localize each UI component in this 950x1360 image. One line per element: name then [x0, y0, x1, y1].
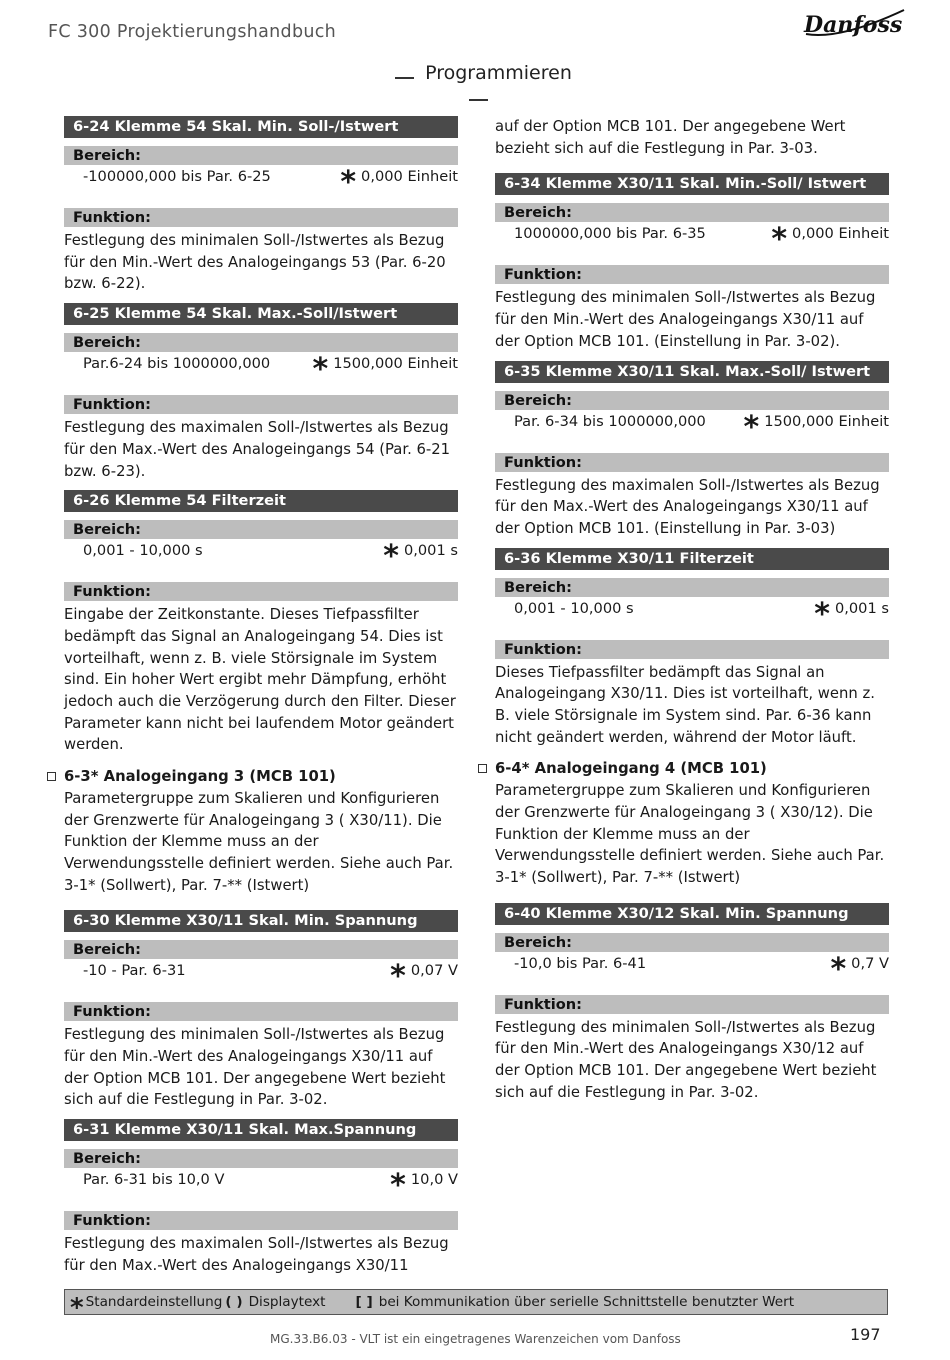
function-label: Funktion:: [495, 265, 889, 284]
parameter-title: 6-30 Klemme X30/11 Skal. Min. Spannung: [64, 910, 458, 932]
parameter-title: 6-31 Klemme X30/11 Skal. Max.Spannung: [64, 1119, 458, 1141]
function-text: Festlegung des maximalen Soll-/Istwertes als Bezug für den Max.-Wert des Analogeingangs X30/11 auf der Option MCB 101. (Einstellung in Par. 3-03): [495, 476, 880, 537]
default-star-icon: *: [814, 596, 830, 632]
range-value: 0,001 - 10,000 s: [514, 599, 634, 617]
default-value: [814, 596, 889, 632]
range-value: -10,0 bis Par. 6-41: [514, 954, 647, 972]
range-row: [495, 409, 889, 445]
range-value: Par. 6-34 bis 1000000,000: [514, 412, 706, 430]
range-value: Par.6-24 bis 1000000,000: [83, 355, 271, 373]
range-value: 1000000,000 bis Par. 6-35: [514, 225, 706, 243]
range-label: Bereich:: [64, 940, 458, 959]
document-title: FC 300 Projektierungshandbuch: [48, 22, 337, 42]
function-label: Funktion:: [64, 1211, 458, 1230]
parameter-block: [64, 303, 458, 482]
legend-bracket: [ ]: [355, 1294, 373, 1310]
range-value: -100000,000 bis Par. 6-25: [83, 168, 271, 185]
function-text: Festlegung des maximalen Soll-/Istwertes als Bezug für den Max.-Wert des Analogeingangs 54 (Par. 6-21 bzw. 6-23).: [64, 419, 451, 480]
default-value-text: 10,0 V: [410, 1171, 458, 1189]
function-label: Funktion:: [64, 582, 458, 601]
function-text: Eingabe der Zeitkonstante. Dieses Tiefpassfilter bedämpft das Signal an Analogeingang 54. Dies ist vorteilhaft, wenn z. B. viele Störsignale im System sind. Ein hoher Wert ergibt mehr Dämpfung, erhöht jedoch auch die Verzögerung durch den Filter. Dieser Parameter kann nicht bei laufendem Motor geändert werden.: [64, 606, 456, 754]
default-value-text: 1500,000 Einheit: [333, 355, 458, 373]
default-value: [390, 1168, 458, 1204]
group-text: Parametergruppe zum Skalieren und Konfigurieren der Grenzwerte für Analogeingang 3 ( X30/12). Die Funktion der Klemme muss an der Verwendungsstelle definiert werden. Siehe auch Par. 3-1* (Sollwert), Par. 7-** (Istwert): [495, 782, 885, 886]
range-row: [64, 1168, 458, 1204]
continued-text: auf der Option MCB 101. Der angegebene Wert bezieht sich auf die Festlegung in Par. 3-03.: [495, 118, 846, 157]
default-value-text: 0,000 Einheit: [361, 168, 458, 185]
default-value: [383, 539, 458, 575]
range-label: Bereich:: [495, 203, 889, 222]
range-label: Bereich:: [64, 146, 458, 165]
default-value: [830, 951, 889, 987]
default-star-icon: *: [340, 165, 357, 200]
parameter-group: [64, 766, 458, 896]
range-row: [495, 951, 889, 987]
default-star-icon: *: [830, 951, 847, 987]
range-label: Bereich:: [64, 333, 458, 352]
parameter-title: 6-26 Klemme 54 Filterzeit: [64, 490, 458, 512]
range-label: Bereich:: [495, 578, 889, 597]
group-text: Parametergruppe zum Skalieren und Konfigurieren der Grenzwerte für Analogeingang 3 ( X30/11). Die Funktion der Klemme muss an der Verwendungsstelle definiert werden. Siehe auch Par. 3-1* (Sollwert), Par. 7-** (Istwert): [64, 789, 454, 894]
parameter-block: [64, 490, 458, 756]
right-column: [495, 116, 889, 1111]
default-value-text: 0,001 s: [403, 542, 458, 560]
function-text: Festlegung des minimalen Soll-/Istwertes als Bezug für den Min.-Wert des Analogeingangs X30/12 auf der Option MCB 101. Der angegebene Wert bezieht sich auf die Festlegung in Par. 3-02.: [495, 1018, 877, 1101]
range-row: [495, 222, 889, 258]
default-value-text: 1500,000 Einheit: [764, 412, 889, 430]
parameter-title: 6-40 Klemme X30/12 Skal. Min. Spannung: [495, 903, 889, 925]
function-text: Festlegung des minimalen Soll-/Istwertes als Bezug für den Min.-Wert des Analogeingangs 53 (Par. 6-20 bzw. 6-22).: [64, 232, 446, 293]
default-value-text: 0,7 V: [851, 954, 889, 972]
left-column: [64, 116, 458, 1285]
function-label: Funktion:: [64, 208, 458, 227]
range-row: [64, 539, 458, 575]
range-label: Bereich:: [64, 520, 458, 539]
legend-default-label: Standardeinstellung: [85, 1294, 223, 1310]
range-value: Par. 6-31 bis 10,0 V: [83, 1171, 225, 1189]
parameter-block: [64, 116, 458, 295]
default-value: [390, 959, 458, 995]
group-title: 6-3* Analogeingang 3 (MCB 101): [64, 768, 336, 786]
range-row: [64, 165, 458, 200]
parameter-title: 6-25 Klemme 54 Skal. Max.-Soll/Istwert: [64, 303, 458, 325]
default-value: [743, 409, 889, 445]
range-row: [64, 352, 458, 388]
default-value: [312, 352, 458, 388]
function-text: Festlegung des minimalen Soll-/Istwertes als Bezug für den Min.-Wert des Analogeingangs X30/11 auf der Option MCB 101. Der angegebene Wert bezieht sich auf die Festlegung in Par. 3-02.: [64, 1026, 446, 1109]
default-star-icon: *: [390, 1168, 406, 1204]
parameter-group: [495, 758, 889, 888]
parameter-block: [64, 910, 458, 1111]
function-label: Funktion:: [495, 453, 889, 472]
default-star-icon: *: [383, 539, 399, 575]
group-checkbox-icon: [478, 764, 487, 773]
function-text: Festlegung des minimalen Soll-/Istwertes als Bezug für den Min.-Wert des Analogeingangs X30/11 auf der Option MCB 101. (Einstellung in Par. 3-02).: [495, 289, 876, 350]
function-label: Funktion:: [64, 1002, 458, 1021]
logo-text: Danfoss: [804, 12, 903, 38]
range-value: 0,001 - 10,000 s: [83, 542, 203, 560]
parameter-title: 6-24 Klemme 54 Skal. Min. Soll-/Istwert: [64, 116, 458, 138]
legend-display-label: Displaytext: [248, 1294, 326, 1310]
function-label: Funktion:: [495, 640, 889, 659]
footer-text: MG.33.B6.03 - VLT ist ein eingetragenes Warenzeichen vom Danfoss: [270, 1332, 681, 1346]
parameter-title: 6-34 Klemme X30/11 Skal. Min.-Soll/ Istwert: [495, 173, 889, 195]
legend-paren: ( ): [225, 1294, 243, 1310]
default-star-icon: *: [771, 222, 788, 258]
default-value-text: 0,07 V: [410, 962, 458, 980]
parameter-block: [64, 1119, 458, 1276]
legend-bar: [64, 1289, 888, 1323]
parameter-block: [495, 903, 889, 1104]
parameter-block: [495, 173, 889, 352]
default-value-text: 0,000 Einheit: [792, 225, 889, 243]
range-label: Bereich:: [495, 933, 889, 952]
function-text: Dieses Tiefpassfilter bedämpft das Signal an Analogeingang X30/11. Dies ist vorteilhaft, wenn z. B. viele Störsignale im System sind. Par. 6-36 kann nicht geändert werden, während der Motor läuft.: [495, 663, 875, 746]
function-label: Funktion:: [64, 395, 458, 414]
function-label: Funktion:: [495, 995, 889, 1014]
parameter-block: [495, 548, 889, 749]
section-heading: [368, 62, 588, 106]
default-value: [771, 222, 889, 258]
default-star-icon: *: [390, 959, 406, 995]
legend-serial-label: bei Kommunikation über serielle Schnittstelle benutzter Wert: [378, 1294, 795, 1310]
section-title: Programmieren: [425, 62, 572, 84]
parameter-title: 6-36 Klemme X30/11 Filterzeit: [495, 548, 889, 570]
default-value: [340, 165, 458, 200]
range-row: [64, 959, 458, 995]
parameter-title: 6-35 Klemme X30/11 Skal. Max.-Soll/ Istwert: [495, 361, 889, 383]
range-value: -10 - Par. 6-31: [83, 962, 186, 980]
range-label: Bereich:: [495, 391, 889, 410]
danfoss-logo: [800, 4, 910, 44]
group-title: 6-4* Analogeingang 4 (MCB 101): [495, 760, 767, 778]
default-star-icon: *: [312, 352, 329, 388]
parameter-block: [495, 361, 889, 540]
default-value-text: 0,001 s: [834, 599, 889, 617]
default-star-icon: *: [70, 1293, 84, 1323]
range-row: [495, 596, 889, 632]
group-checkbox-icon: [47, 772, 56, 781]
page-number: 197: [850, 1325, 881, 1344]
range-label: Bereich:: [64, 1149, 458, 1168]
function-text: Festlegung des maximalen Soll-/Istwertes als Bezug für den Max.-Wert des Analogeingangs X30/11: [64, 1235, 449, 1274]
default-star-icon: *: [743, 409, 760, 445]
